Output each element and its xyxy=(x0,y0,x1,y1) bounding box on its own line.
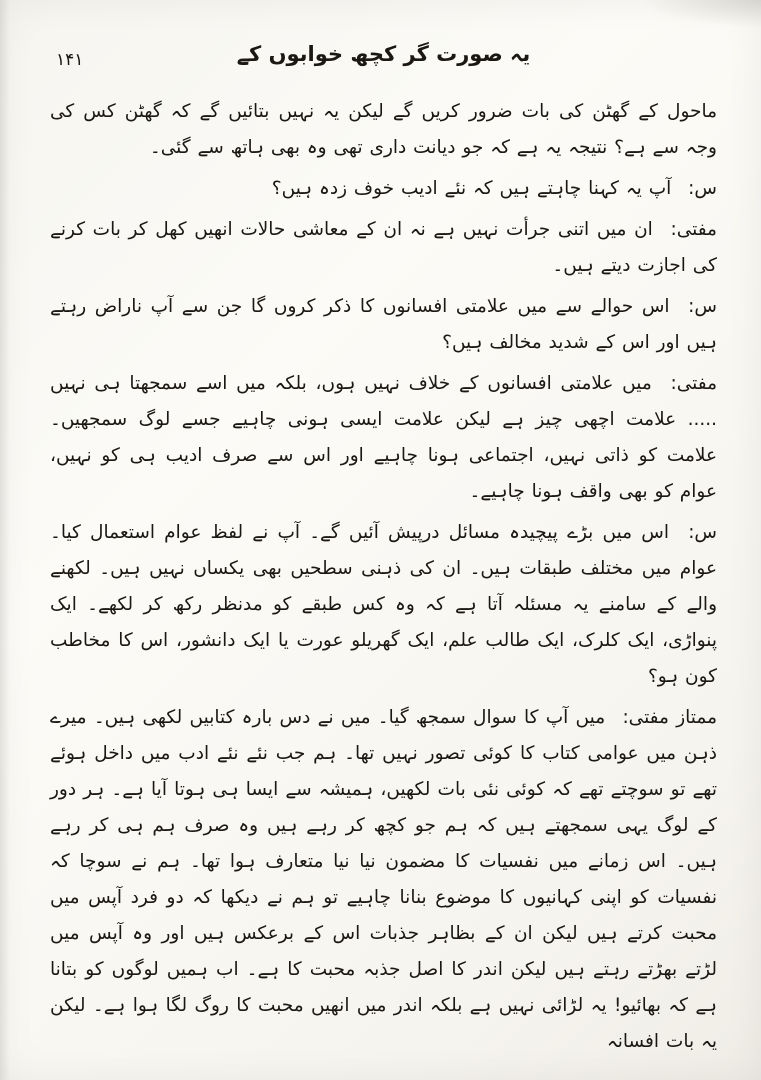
speaker-label: مفتی: xyxy=(670,373,717,394)
dialogue-row-continuation xyxy=(50,94,717,166)
running-title: یہ صورت گر کچھ خوابوں کے xyxy=(236,42,531,66)
speaker-label: س: xyxy=(688,522,718,543)
page-number: ۱۴۱ xyxy=(56,50,84,70)
dialogue-text: ان میں اتنی جرأت نہیں ہے نہ ان کے معاشی حالات انھیں کھل کر بات کرنے کی اجازت دیتے ہیں۔ xyxy=(50,219,717,276)
speaker-label: ممتاز مفتی: xyxy=(622,707,717,728)
dialogue-row-question xyxy=(50,515,717,695)
speaker-label: س: xyxy=(688,178,717,199)
dialogue-row-answer xyxy=(50,366,717,510)
scan-smudge xyxy=(641,0,761,28)
page-body xyxy=(50,94,717,1060)
dialogue-text: میں علامتی افسانوں کے خلاف نہیں ہوں، بلکہ میں اسے سمجھتا ہی نہیں ..... علامت اچھی چیز ہے لیکن علامت ایسی ہونی چاہیے جسے لوگ سمجھیں۔ علامت کو ذاتی نہیں، اجتماعی ہونا چاہیے اور اس سے صرف ادیب ہی کو نہیں، عوام کو بھی واقف ہونا چاہیے۔ xyxy=(50,373,717,502)
dialogue-text: میں آپ کا سوال سمجھ گیا۔ میں نے دس بارہ کتابیں لکھی ہیں۔ میرے ذہن میں عوامی کتاب کا کوئی تصور نہیں تھا۔ ہم جب نئے نئے ادب میں داخل ہوئے تھے تو سوچتے تھے کہ کوئی نئی بات لکھیں، ہمیشہ سے ایسا ہی ہوتا آیا ہے۔ ہر دور کے لوگ یہی سمجھتے ہیں کہ ہم جو کچھ کر رہے ہیں وہ صرف ہم ہی کر رہے ہیں۔ اس زمانے میں نفسیات کا مضمون نیا نیا متعارف ہوا تھا۔ ہم نے سوچا کہ نفسیات کو اپنی کہانیوں کا موضوع بنانا چاہیے تو ہم نے دیکھا کہ دو فرد آپس میں محبت کرتے ہیں لیکن ان کے بظاہر جذبات اس کے برعکس ہیں اور وہ آپس میں لڑتے بھڑتے رہتے ہیں لیکن اندر کا اصل جذبہ محبت کا ہے۔ اب ہمیں لوگوں کو بتانا ہے کہ بھائیو! یہ لڑائی نہیں ہے بلکہ اندر میں انھیں محبت کا روگ لگا ہوا ہے۔ لیکن یہ بات افسانہ xyxy=(50,707,717,1052)
dialogue-text: آپ یہ کہنا چاہتے ہیں کہ نئے ادیب خوف زدہ ہیں؟ xyxy=(271,178,672,199)
dialogue-row-answer xyxy=(50,212,717,284)
dialogue-row-answer xyxy=(50,700,717,1060)
dialogue-text: ماحول کے گھٹن کی بات ضرور کریں گے لیکن یہ نہیں بتائیں گے کہ گھٹن کس کی وجہ سے ہے؟ نتیجہ یہ ہے کہ جو دیانت داری تھی وہ بھی ہاتھ سے گئی۔ xyxy=(50,101,717,158)
dialogue-text: اس حوالے سے میں علامتی افسانوں کا ذکر کروں گا جن سے آپ ناراض رہتے ہیں اور اس کے شدید مخالف ہیں؟ xyxy=(50,296,717,353)
scan-edge xyxy=(0,0,10,1080)
page-header xyxy=(50,36,717,80)
speaker-label: س: xyxy=(688,296,717,317)
dialogue-row-question xyxy=(50,171,717,207)
speaker-label: مفتی: xyxy=(670,219,717,240)
dialogue-row-question xyxy=(50,289,717,361)
dialogue-text: اس میں بڑے پیچیدہ مسائل درپیش آئیں گے۔ آپ نے لفظ عوام استعمال کیا۔ عوام میں مختلف طبقات ہیں۔ ان کی ذہنی سطحیں بھی یکساں نہیں ہیں۔ لکھنے والے کے سامنے یہ مسئلہ آتا ہے کہ وہ کس طبقے کو مدنظر رکھ کر لکھے۔ ایک پنواڑی، ایک کلرک، ایک طالب علم، ایک گھریلو عورت یا ایک دانشور، اس کا مخاطب کون ہو؟ xyxy=(50,522,717,687)
